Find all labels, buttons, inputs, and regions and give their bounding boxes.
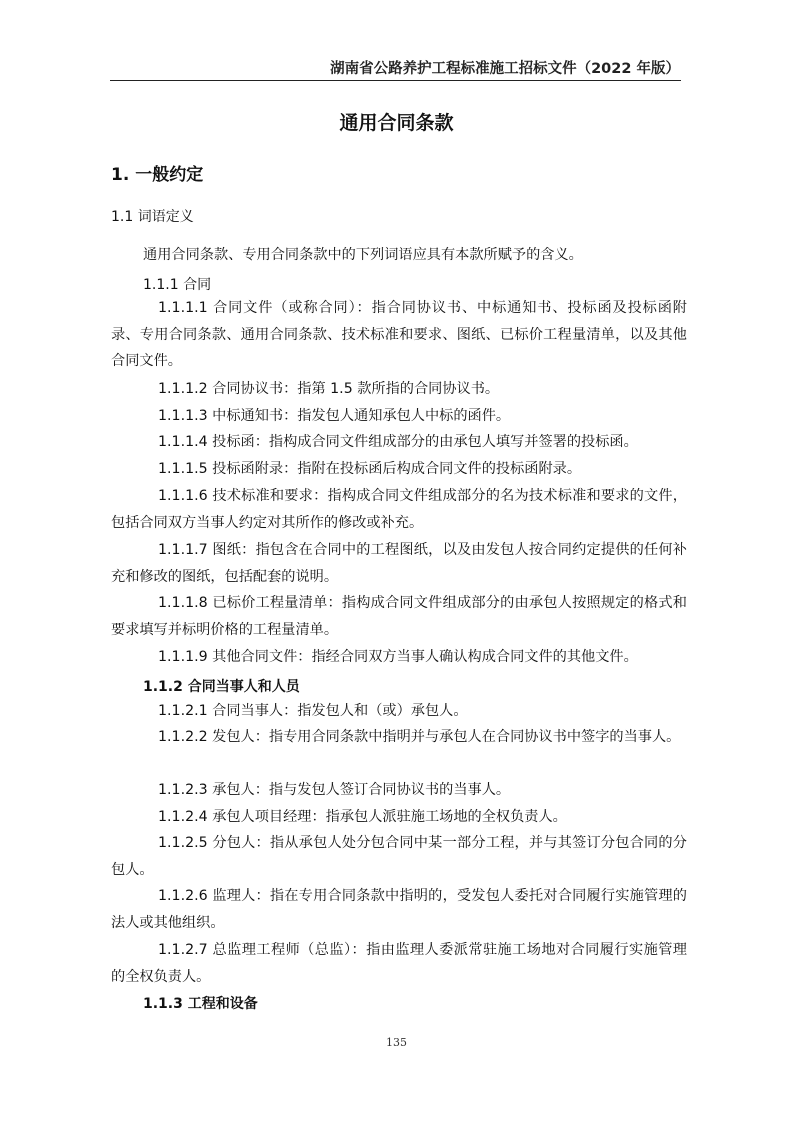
page-number: 135 — [386, 1036, 407, 1049]
clause-1-1-2-1: 1.1.2.1 合同当事人：指发包人和（或）承包人。 — [158, 703, 468, 719]
clause-1-1-1-3: 1.1.1.3 中标通知书：指发包人通知承包人中标的函件。 — [158, 408, 511, 424]
clause-1-1-2-3: 1.1.2.3 承包人：指与发包人签订合同协议书的当事人。 — [158, 782, 511, 798]
section-heading: 1. 一般约定 — [111, 165, 204, 185]
clause-1-1-2-7: 1.1.2.7 总监理工程师（总监）：指由监理人委派常驻施工场地对合同履行实施管理的全权负责人。 — [111, 942, 687, 985]
clause-1-1-1-8: 1.1.1.8 已标价工程量清单：指构成合同文件组成部分的由承包人按照规定的格式和要求填写并标明价格的工程量清单。 — [111, 595, 687, 638]
header-rule — [110, 80, 681, 81]
clause-1-1-1-5: 1.1.1.5 投标函附录：指附在投标函后构成合同文件的投标函附录。 — [158, 461, 582, 477]
group-heading-contract: 1.1.1 合同 — [143, 277, 212, 293]
clause-1-1-1-1: 1.1.1.1 合同文件（或称合同）：指合同协议书、中标通知书、投标函及投标函附录、专用合同条款、通用合同条款、技术标准和要求、图纸、已标价工程量清单，以及其他合同文件。 — [111, 300, 687, 369]
group-heading-works: 1.1.3 工程和设备 — [143, 996, 258, 1012]
page-title: 通用合同条款 — [339, 112, 454, 134]
clause-1-1-2-2: 1.1.2.2 发包人：指专用合同条款中指明并与承包人在合同协议书中签字的当事人。 — [158, 729, 681, 745]
clause-1-1-2-5: 1.1.2.5 分包人：指从承包人处分包合同中某一部分工程，并与其签订分包合同的分包人。 — [111, 835, 687, 878]
clause-1-1-2-4: 1.1.2.4 承包人项目经理：指承包人派驻施工场地的全权负责人。 — [158, 809, 567, 825]
clause-1-1-1-4: 1.1.1.4 投标函：指构成合同文件组成部分的由承包人填写并签署的投标函。 — [158, 434, 638, 450]
clause-1-1-1-6: 1.1.1.6 技术标准和要求：指构成合同文件组成部分的名为技术标准和要求的文件，包括合同双方当事人约定对其所作的修改或补充。 — [111, 488, 687, 531]
clause-1-1-2-6: 1.1.2.6 监理人：指在专用合同条款中指明的，受发包人委托对合同履行实施管理的法人或其他组织。 — [111, 888, 687, 931]
running-header: 湖南省公路养护工程标准施工招标文件（2022 年版） — [330, 61, 680, 77]
clause-1-1-1-7: 1.1.1.7 图纸：指包含在合同中的工程图纸，以及由发包人按合同约定提供的任何补充和修改的图纸，包括配套的说明。 — [111, 542, 687, 585]
intro-paragraph: 通用合同条款、专用合同条款中的下列词语应具有本款所赋予的含义。 — [143, 247, 583, 263]
clause-1-1-1-2: 1.1.1.2 合同协议书：指第 1.5 款所指的合同协议书。 — [158, 381, 500, 397]
group-heading-parties: 1.1.2 合同当事人和人员 — [143, 679, 300, 695]
clause-1-1-1-9: 1.1.1.9 其他合同文件：指经合同双方当事人确认构成合同文件的其他文件。 — [158, 649, 638, 665]
subsection-heading: 1.1 词语定义 — [111, 209, 194, 225]
